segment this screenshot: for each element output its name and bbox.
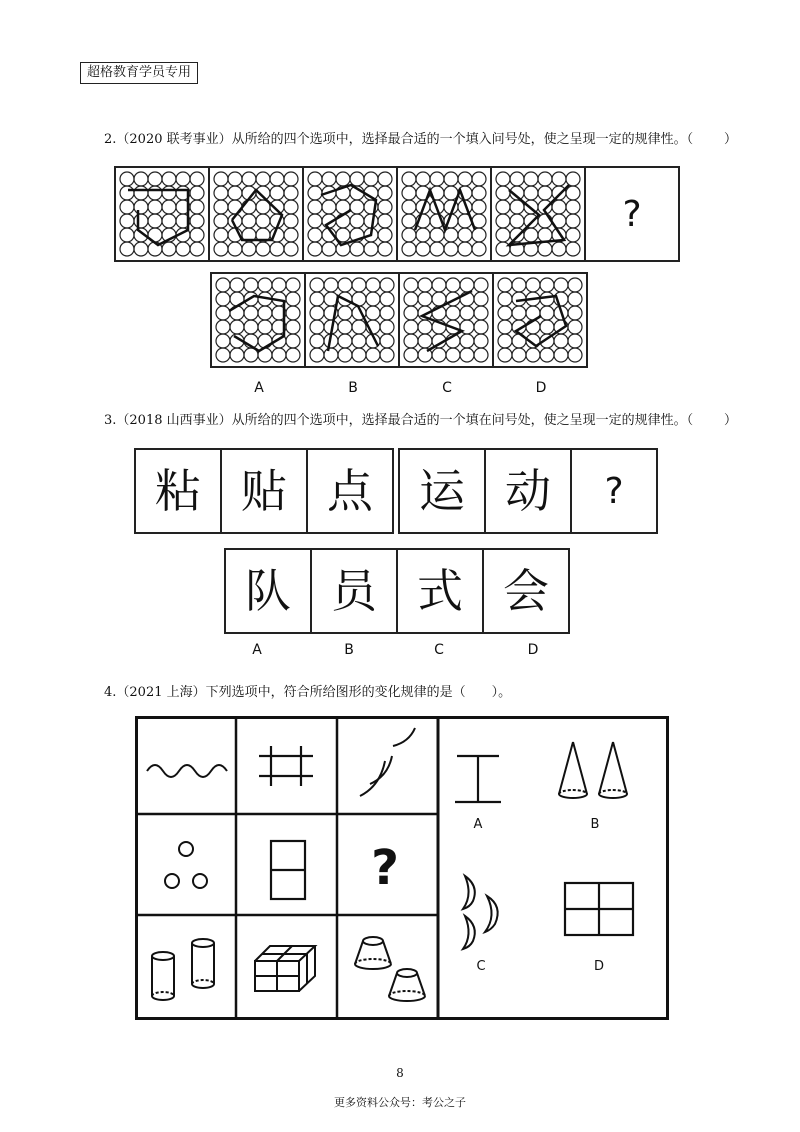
lattice-circle — [498, 348, 512, 362]
lattice-circle — [214, 186, 228, 200]
lattice-circle — [474, 306, 488, 320]
lattice-circle — [418, 278, 432, 292]
lattice-circle — [256, 172, 270, 186]
lattice-circle — [566, 200, 580, 214]
q3-stem-char-2: 贴 — [220, 448, 308, 534]
lattice-circle — [496, 200, 510, 214]
q3-stem-char-3: 点 — [306, 448, 394, 534]
lattice-circle — [430, 228, 444, 242]
lattice-circle — [242, 214, 256, 228]
q3-option-b[interactable]: 员 — [310, 548, 398, 634]
lattice-circle — [134, 186, 148, 200]
lattice-circle — [380, 334, 394, 348]
lattice-circle — [402, 172, 416, 186]
lattice-circle — [162, 172, 176, 186]
lattice-circle — [134, 172, 148, 186]
lattice-circle — [270, 186, 284, 200]
lattice-circle — [214, 228, 228, 242]
lattice-circle — [510, 172, 524, 186]
lattice-circle — [402, 186, 416, 200]
lattice-circle — [474, 334, 488, 348]
lattice-circle — [338, 334, 352, 348]
lattice-circle — [432, 278, 446, 292]
lattice-circle — [524, 186, 538, 200]
lattice-circle — [258, 320, 272, 334]
q2-option-b-figure[interactable] — [304, 272, 400, 368]
lattice-circle — [446, 278, 460, 292]
lattice-circle — [308, 186, 322, 200]
lattice-circle — [272, 348, 286, 362]
lattice-circle — [430, 172, 444, 186]
lattice-circle — [162, 214, 176, 228]
lattice-circle — [378, 200, 392, 214]
lattice-circle — [148, 200, 162, 214]
q4-prompt: 4.（2021 上海）下列选项中，符合所给图形的变化规律的是（ ）。 — [104, 685, 512, 700]
page-number: 8 — [396, 1066, 404, 1080]
lattice-circle — [526, 278, 540, 292]
lattice-circle — [378, 172, 392, 186]
q3-stem-char-4: 运 — [398, 448, 486, 534]
q2-answer-paren: ） — [724, 132, 738, 147]
lattice-circle — [378, 186, 392, 200]
lattice-circle — [242, 172, 256, 186]
lattice-circle — [258, 306, 272, 320]
q4-option-a-label: A — [473, 817, 483, 832]
lattice-circle — [134, 214, 148, 228]
lattice-circle — [554, 348, 568, 362]
lattice-circle — [568, 306, 582, 320]
student-only-tag: 超格教育学员专用 — [80, 62, 198, 84]
lattice-circle — [244, 320, 258, 334]
q3-answer-paren: ） — [724, 413, 738, 428]
lattice-circle — [402, 242, 416, 256]
lattice-circle — [120, 242, 134, 256]
lattice-circle — [538, 228, 552, 242]
q2-stem-figure-2 — [208, 166, 304, 262]
lattice-circle — [244, 278, 258, 292]
lattice-circle — [148, 172, 162, 186]
lattice-circle — [568, 334, 582, 348]
lattice-circle — [458, 228, 472, 242]
lattice-circle — [472, 172, 486, 186]
lattice-circle — [554, 278, 568, 292]
lattice-circle — [552, 186, 566, 200]
lattice-circle — [418, 320, 432, 334]
lattice-circle — [404, 334, 418, 348]
lattice-circle — [418, 292, 432, 306]
q2-option-a-figure[interactable] — [210, 272, 306, 368]
q4-option-d-label: D — [593, 959, 605, 974]
lattice-circle — [338, 278, 352, 292]
lattice-circle — [286, 320, 300, 334]
lattice-circle — [120, 186, 134, 200]
lattice-circle — [510, 228, 524, 242]
lattice-circle — [286, 292, 300, 306]
lattice-circle — [230, 348, 244, 362]
lattice-circle — [402, 200, 416, 214]
lattice-circle — [270, 242, 284, 256]
lattice-circle — [568, 278, 582, 292]
q3-prompt: 3.（2018 山西事业）从所给的四个选项中，选择最合适的一个填在问号处，使之呈现一定的规律性。（ ） — [104, 413, 738, 428]
lattice-circle — [338, 320, 352, 334]
lattice-circle — [214, 172, 228, 186]
lattice-circle — [190, 200, 204, 214]
q2-option-b-label: B — [348, 380, 358, 396]
q3-option-b-label: B — [344, 642, 354, 658]
lattice-circle — [216, 306, 230, 320]
question-mark: ? — [622, 193, 642, 235]
lattice-circle — [242, 242, 256, 256]
lattice-circle — [566, 172, 580, 186]
lattice-circle — [458, 172, 472, 186]
lattice-circle — [230, 320, 244, 334]
lattice-circle — [310, 334, 324, 348]
lattice-circle — [308, 214, 322, 228]
lattice-circle — [228, 242, 242, 256]
lattice-circle — [432, 348, 446, 362]
lattice-circle — [148, 186, 162, 200]
lattice-circle — [404, 306, 418, 320]
lattice-circle — [378, 242, 392, 256]
lattice-circle — [308, 200, 322, 214]
lattice-circle — [446, 348, 460, 362]
lattice-circle — [338, 306, 352, 320]
lattice-circle — [404, 320, 418, 334]
lattice-circle — [498, 278, 512, 292]
q3-option-a[interactable]: 队 — [224, 548, 312, 634]
lattice-circle — [496, 186, 510, 200]
q3-stem-group-2 — [398, 448, 656, 534]
lattice-circle — [352, 348, 366, 362]
lattice-circle — [310, 278, 324, 292]
q4-figure-panel — [135, 716, 669, 1020]
lattice-circle — [540, 348, 554, 362]
lattice-circle — [496, 214, 510, 228]
q2-question-cell — [584, 166, 680, 262]
lattice-circle — [472, 242, 486, 256]
lattice-circle — [322, 200, 336, 214]
lattice-circle — [460, 348, 474, 362]
lattice-circle — [352, 320, 366, 334]
lattice-circle — [378, 214, 392, 228]
lattice-circle — [474, 348, 488, 362]
lattice-circle — [364, 214, 378, 228]
question-mark: ? — [371, 840, 399, 896]
lattice-circle — [350, 172, 364, 186]
lattice-circle — [364, 242, 378, 256]
q2-option-c-figure[interactable] — [398, 272, 494, 368]
lattice-circle — [366, 278, 380, 292]
lattice-circle — [162, 200, 176, 214]
q2-option-c-label: C — [442, 380, 452, 396]
lattice-circle — [460, 334, 474, 348]
lattice-circle — [308, 242, 322, 256]
lattice-circle — [404, 292, 418, 306]
lattice-circle — [120, 172, 134, 186]
lattice-circle — [190, 172, 204, 186]
lattice-circle — [538, 172, 552, 186]
lattice-circle — [284, 200, 298, 214]
lattice-circle — [228, 186, 242, 200]
lattice-circle — [540, 306, 554, 320]
lattice-circle — [366, 348, 380, 362]
lattice-circle — [350, 200, 364, 214]
lattice-circle — [364, 172, 378, 186]
lattice-circle — [566, 228, 580, 242]
lattice-circle — [526, 348, 540, 362]
q2-stem-figure-4 — [396, 166, 492, 262]
lattice-circle — [540, 278, 554, 292]
q3-option-d-label: D — [527, 642, 539, 658]
lattice-circle — [416, 242, 430, 256]
lattice-circle — [378, 228, 392, 242]
q2-options-row — [210, 272, 586, 368]
lattice-circle — [324, 278, 338, 292]
lattice-circle — [538, 186, 552, 200]
lattice-circle — [510, 214, 524, 228]
lattice-circle — [446, 306, 460, 320]
lattice-circle — [230, 278, 244, 292]
lattice-circle — [380, 278, 394, 292]
lattice-circle — [554, 334, 568, 348]
lattice-circle — [366, 306, 380, 320]
lattice-circle — [540, 320, 554, 334]
lattice-circle — [216, 278, 230, 292]
lattice-circle — [458, 242, 472, 256]
lattice-circle — [380, 306, 394, 320]
lattice-circle — [310, 348, 324, 362]
q2-stem-figure-5 — [490, 166, 586, 262]
q3-option-a-label: A — [252, 642, 262, 658]
lattice-circle — [568, 348, 582, 362]
q4-option-b-label: B — [590, 817, 600, 832]
lattice-circle — [380, 292, 394, 306]
lattice-circle — [256, 242, 270, 256]
lattice-circle — [338, 348, 352, 362]
lattice-circle — [120, 200, 134, 214]
q3-option-d[interactable]: 会 — [482, 548, 570, 634]
lattice-circle — [474, 292, 488, 306]
lattice-circle — [214, 214, 228, 228]
lattice-circle — [190, 186, 204, 200]
lattice-circle — [540, 292, 554, 306]
lattice-circle — [512, 278, 526, 292]
lattice-circle — [176, 172, 190, 186]
lattice-circle — [350, 214, 364, 228]
q3-stem-char-1: 粘 — [134, 448, 222, 534]
lattice-circle — [512, 306, 526, 320]
lattice-circle — [474, 278, 488, 292]
lattice-circle — [242, 200, 256, 214]
lattice-circle — [322, 172, 336, 186]
lattice-circle — [402, 228, 416, 242]
q2-stem-row — [114, 166, 678, 262]
lattice-circle — [524, 228, 538, 242]
lattice-circle — [496, 172, 510, 186]
lattice-circle — [310, 292, 324, 306]
lattice-circle — [568, 292, 582, 306]
lattice-circle — [496, 228, 510, 242]
lattice-circle — [380, 320, 394, 334]
lattice-circle — [538, 242, 552, 256]
lattice-circle — [162, 242, 176, 256]
q2-prompt: 2.（2020 联考事业）从所给的四个选项中，选择最合适的一个填入问号处，使之呈现一定的规律性。（ ） — [104, 132, 738, 147]
lattice-circle — [324, 348, 338, 362]
lattice-circle — [460, 306, 474, 320]
lattice-circle — [284, 186, 298, 200]
lattice-circle — [286, 306, 300, 320]
lattice-circle — [352, 334, 366, 348]
q3-options-row — [224, 548, 568, 634]
lattice-circle — [336, 172, 350, 186]
lattice-circle — [430, 242, 444, 256]
lattice-circle — [310, 306, 324, 320]
lattice-circle — [134, 200, 148, 214]
lattice-circle — [322, 242, 336, 256]
lattice-circle — [216, 320, 230, 334]
lattice-circle — [444, 242, 458, 256]
lattice-circle — [498, 306, 512, 320]
q2-option-a-label: A — [254, 380, 264, 396]
lattice-circle — [498, 292, 512, 306]
lattice-circle — [552, 200, 566, 214]
lattice-circle — [134, 242, 148, 256]
q2-stem-figure-3 — [302, 166, 398, 262]
lattice-circle — [286, 348, 300, 362]
lattice-circle — [216, 334, 230, 348]
lattice-circle — [402, 214, 416, 228]
q2-option-d-label: D — [535, 380, 547, 396]
lattice-circle — [566, 214, 580, 228]
q3-stem-group-1 — [134, 448, 392, 534]
lattice-circle — [444, 172, 458, 186]
footer-note: 更多资料公众号：考公之子 — [334, 1096, 466, 1109]
lattice-circle — [404, 348, 418, 362]
q2-option-d-figure[interactable] — [492, 272, 588, 368]
lattice-circle — [214, 242, 228, 256]
q3-option-c[interactable]: 式 — [396, 548, 484, 634]
lattice-circle — [404, 278, 418, 292]
lattice-circle — [148, 214, 162, 228]
lattice-circle — [308, 228, 322, 242]
lattice-circle — [162, 186, 176, 200]
lattice-circle — [524, 172, 538, 186]
q3-question-cell — [570, 448, 658, 534]
lattice-circle — [552, 242, 566, 256]
lattice-circle — [460, 278, 474, 292]
lattice-circle — [244, 306, 258, 320]
lattice-circle — [272, 278, 286, 292]
lattice-circle — [472, 186, 486, 200]
lattice-circle — [120, 214, 134, 228]
lattice-circle — [416, 228, 430, 242]
lattice-circle — [524, 214, 538, 228]
lattice-circle — [512, 348, 526, 362]
q2-stem-figure-1 — [114, 166, 210, 262]
lattice-circle — [258, 278, 272, 292]
lattice-circle — [216, 348, 230, 362]
lattice-circle — [228, 172, 242, 186]
question-mark: ? — [604, 470, 624, 512]
lattice-circle — [566, 186, 580, 200]
lattice-circle — [552, 172, 566, 186]
lattice-circle — [190, 228, 204, 242]
lattice-circle — [286, 334, 300, 348]
lattice-circle — [350, 242, 364, 256]
lattice-circle — [190, 214, 204, 228]
lattice-circle — [416, 172, 430, 186]
q4-option-c-label: C — [476, 959, 486, 974]
lattice-circle — [214, 200, 228, 214]
lattice-circle — [216, 292, 230, 306]
lattice-circle — [270, 172, 284, 186]
lattice-circle — [256, 214, 270, 228]
lattice-circle — [566, 242, 580, 256]
lattice-circle — [498, 320, 512, 334]
lattice-circle — [190, 242, 204, 256]
lattice-circle — [568, 320, 582, 334]
lattice-circle — [380, 348, 394, 362]
lattice-circle — [120, 228, 134, 242]
lattice-circle — [284, 242, 298, 256]
lattice-circle — [176, 242, 190, 256]
lattice-circle — [352, 278, 366, 292]
q3-option-c-label: C — [434, 642, 444, 658]
lattice-circle — [308, 172, 322, 186]
lattice-circle — [284, 214, 298, 228]
lattice-circle — [284, 228, 298, 242]
lattice-circle — [496, 242, 510, 256]
lattice-circle — [418, 334, 432, 348]
lattice-circle — [472, 200, 486, 214]
lattice-circle — [310, 320, 324, 334]
lattice-circle — [366, 292, 380, 306]
lattice-circle — [498, 334, 512, 348]
lattice-circle — [286, 278, 300, 292]
q3-stem-char-5: 动 — [484, 448, 572, 534]
lattice-circle — [284, 172, 298, 186]
lattice-circle — [474, 320, 488, 334]
